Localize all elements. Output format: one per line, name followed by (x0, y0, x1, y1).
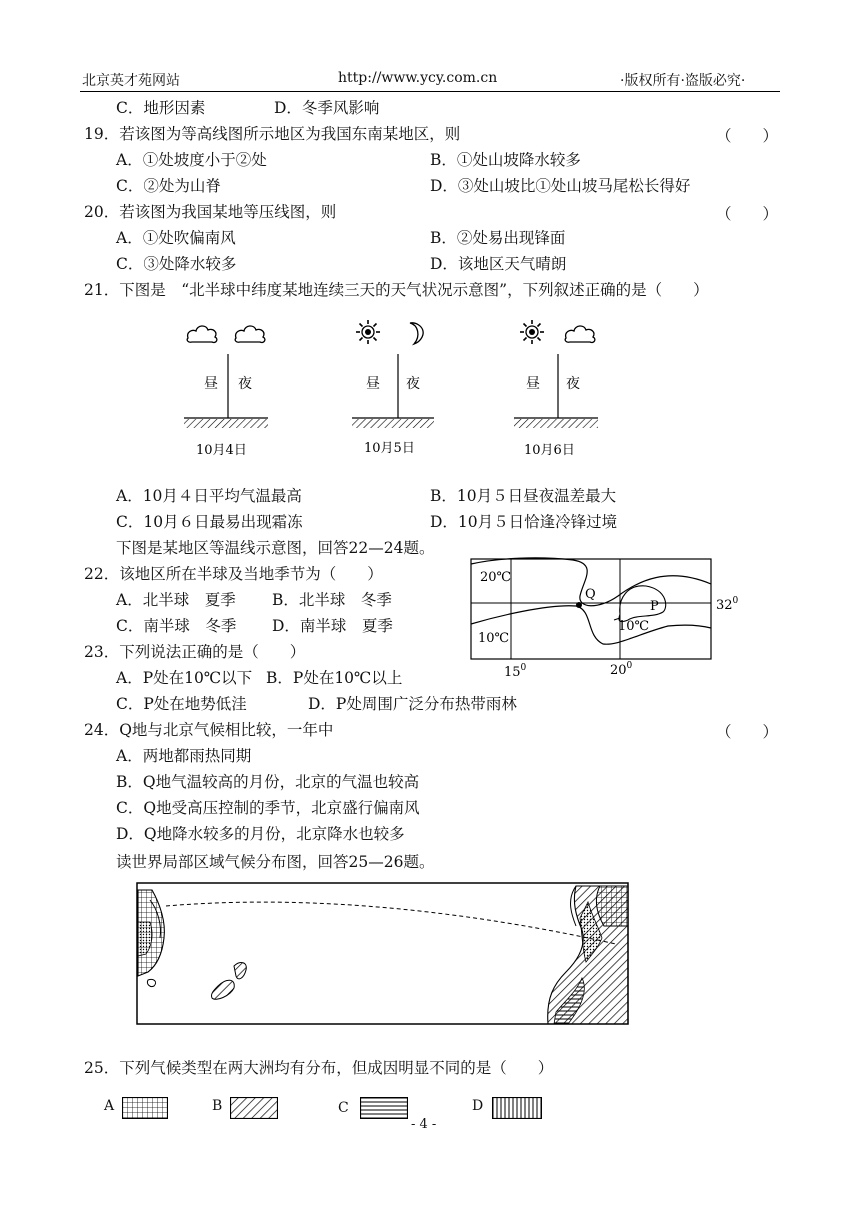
label-lon-20: $20^0$ (610, 661, 633, 678)
cloud-icon (187, 326, 217, 342)
q20-option-a: A．①处吹偏南风 (116, 229, 236, 247)
q21-option-c: C．10月６日最易出现霜冻 (116, 513, 303, 531)
label-lon-15: $15^0$ (504, 663, 527, 680)
label-10c: 10℃ (478, 631, 510, 646)
night-label: 夜 (406, 376, 420, 392)
night-label: 夜 (238, 376, 252, 392)
q19-option-a: A．①处坡度小于②处 (116, 151, 267, 169)
point-q-marker (576, 602, 582, 608)
cloud-icon (565, 326, 595, 342)
label-lat: $32^0$ (716, 596, 739, 613)
q19-option-d: D．③处山坡比①处山坡马尾松长得好 (430, 177, 691, 195)
q18-option-c: C．地形因素 (116, 99, 206, 117)
q25-stem: 25．下列气候类型在两大洲均有分布，但成因明显不同的是（ ） (84, 1059, 554, 1077)
q22-option-b: B．北半球 冬季 (272, 591, 392, 609)
isotherm-map (468, 556, 768, 680)
day-label: 昼 (526, 376, 540, 392)
q22-option-a: A．北半球 夏季 (116, 591, 236, 609)
night-label: 夜 (566, 376, 580, 392)
date-label: 10月5日 (364, 441, 415, 456)
q20-option-c: C．③处降水较多 (116, 255, 237, 273)
intro-22-24: 下图是某地区等温线示意图，回答22—24题。 (116, 539, 435, 557)
weather-panel-oct6 (514, 320, 598, 458)
legend-diagonal-swatch (230, 1097, 278, 1119)
weather-panel-oct4 (184, 326, 268, 458)
q24-option-c: C．Q地受高压控制的季节，北京盛行偏南风 (116, 799, 420, 817)
legend-d-label: D (472, 1098, 484, 1114)
q23-option-b: B．P处在10℃以上 (266, 669, 403, 687)
q20-answer-paren: （ ） (716, 205, 779, 223)
sun-icon (356, 320, 380, 344)
label-10c-p: 10℃ (618, 619, 650, 634)
weather-panel-oct5 (352, 320, 434, 456)
climate-map (136, 882, 630, 1026)
label-20c: 20℃ (480, 570, 512, 585)
q24-answer-paren: （ ） (716, 723, 779, 741)
q20-stem: 20．若该图为我国某地等压线图，则 (84, 203, 337, 221)
q22-stem: 22．该地区所在半球及当地季节为（ ） (84, 565, 383, 583)
label-q: Q (585, 587, 596, 602)
q24-option-d: D．Q地降水较多的月份，北京降水也较多 (116, 825, 405, 843)
q21-option-d: D．10月５日恰逢冷锋过境 (430, 513, 618, 531)
q22-option-c: C．南半球 冬季 (116, 617, 237, 635)
label-p: P (650, 599, 659, 614)
q21-stem: 21．下图是 “北半球中纬度某地连续三天的天气状况示意图”，下列叙述正确的是（ ） (84, 281, 709, 299)
legend-c-label: C (338, 1100, 349, 1116)
q19-option-c: C．②处为山脊 (116, 177, 221, 195)
q18-option-d: D．冬季风影响 (274, 99, 380, 117)
moon-icon (410, 323, 423, 344)
legend-grid-swatch (122, 1097, 168, 1119)
legend-horizontal-swatch (360, 1097, 408, 1119)
q23-stem: 23．下列说法正确的是（ ） (84, 643, 306, 661)
header-site-name: 北京英才苑网站 (82, 73, 180, 89)
page-number: - 4 - (411, 1117, 437, 1132)
day-label: 昼 (204, 376, 218, 392)
sun-icon (520, 320, 544, 344)
q24-option-a: A．两地都雨热同期 (116, 747, 252, 765)
q19-option-b: B．①处山坡降水较多 (430, 151, 581, 169)
header-url[interactable]: http://www.ycy.com.cn (338, 70, 498, 86)
q21-option-b: B．10月５日昼夜温差最大 (430, 487, 617, 505)
q20-option-b: B．②处易出现锋面 (430, 229, 566, 247)
legend-a-label: A (104, 1098, 115, 1114)
legend-vertical-swatch (492, 1097, 542, 1119)
q22-option-d: D．南半球 夏季 (272, 617, 393, 635)
day-label: 昼 (366, 376, 380, 392)
q24-stem: 24．Q地与北京气候相比较，一年中 (84, 721, 334, 739)
legend-b-label: B (212, 1098, 223, 1114)
q19-stem: 19．若该图为等高线图所示地区为我国东南某地区，则 (84, 125, 461, 143)
q23-option-a: A．P处在10℃以下 (116, 669, 253, 687)
cloud-icon (235, 326, 265, 342)
q20-option-d: D．该地区天气晴朗 (430, 255, 567, 273)
weather-diagram (170, 310, 610, 470)
date-label: 10月4日 (196, 443, 247, 458)
q21-option-a: A．10月４日平均气温最高 (116, 487, 302, 505)
header-rule (80, 91, 780, 92)
q23-option-d: D．P处周围广泛分布热带雨林 (308, 695, 517, 713)
intro-25-26: 读世界局部区域气候分布图，回答25—26题。 (116, 853, 435, 871)
q24-option-b: B．Q地气温较高的月份，北京的气温也较高 (116, 773, 420, 791)
header-copyright: ·版权所有·盗版必究· (620, 73, 746, 89)
q23-option-c: C．P处在地势低洼 (116, 695, 247, 713)
date-label: 10月6日 (524, 443, 575, 458)
q19-answer-paren: （ ） (716, 127, 779, 145)
